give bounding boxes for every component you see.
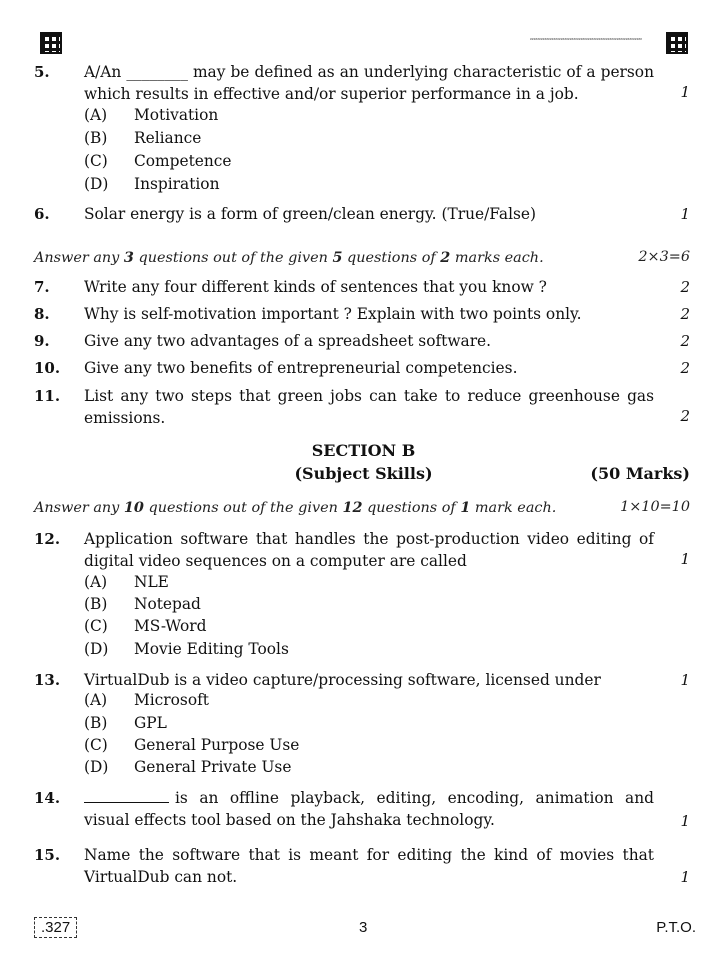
question-number: 11. [34,387,61,405]
instr-n1: 3 [123,249,134,266]
instr-mid: questions out of the given [143,500,343,516]
instr-post: marks each. [450,250,544,266]
instruction-total: 1×10=10 [620,499,690,515]
question-number: 5. [34,63,50,81]
question-text: Application software that handles the post-production video editing of digital video sequences on a computer are called [84,530,654,570]
qr-code-left [40,32,62,54]
option-text: Microsoft [134,691,209,709]
instr-pre: Answer any [34,500,124,516]
q14-text: is an offline playback, editing, encoding, animation and visual effects tool based on the Jahshaka technology. [84,789,654,829]
instr-n3: 1 [460,499,471,516]
option-text: General Private Use [134,758,292,776]
option-text: GPL [134,714,167,732]
option-label: (C) [84,617,108,635]
question-text: Give any two advantages of a spreadsheet software. [84,332,492,350]
question-text [84,787,654,831]
instr-n3: 2 [440,249,451,266]
question-marks: 1 [680,83,690,101]
option-label: (D) [84,175,109,193]
pto-label: P.T.O. [656,919,696,936]
qr-code-right [666,32,688,54]
question-text: Give any two benefits of entrepreneurial competencies. [84,359,518,377]
q5-text: A/An ________ may be defined as an underlying characteristic of a person which results in effective and/or superior performance in a job. [84,63,654,103]
section-marks: (50 Marks) [590,464,690,483]
option-text: Inspiration [134,175,220,193]
question-text: Name the software that is meant for editing the kind of movies that VirtualDub can not. [84,846,654,886]
question-text [84,61,654,105]
instruction-line [34,249,544,266]
answer-blank [84,788,169,803]
option-text: Movie Editing Tools [134,640,289,658]
question-number: 7. [34,278,50,296]
option-text: Reliance [134,129,202,147]
section-title: SECTION B [311,441,416,460]
option-label: (A) [84,691,108,709]
paper-code-box: .327 [34,917,77,938]
instruction-total: 2×3=6 [638,249,690,265]
option-label: (B) [84,129,108,147]
instruction-line [34,499,556,516]
option-text: MS-Word [134,617,207,635]
option-label: (B) [84,595,108,613]
question-marks: 1 [680,868,690,886]
option-label: (C) [84,152,108,170]
question-text: VirtualDub is a video capture/processing software, licensed under [84,671,601,689]
option-text: Notepad [134,595,201,613]
question-text: Why is self-motivation important ? Explain with two points only. [84,305,582,323]
instr-n2: 5 [332,249,343,266]
question-marks: 2 [680,305,690,323]
page-number: 3 [359,919,368,936]
instr-pre: Answer any [34,250,124,266]
question-number: 10. [34,359,61,377]
option-text: NLE [134,573,169,591]
option-label: (A) [84,106,108,124]
question-number: 8. [34,305,50,323]
question-number: 9. [34,332,50,350]
question-marks: 1 [680,812,690,830]
question-text: Solar energy is a form of green/clean energy. (True/False) [84,205,537,223]
instr-n1: 10 [123,499,144,516]
question-number: 13. [34,671,61,689]
section-subtitle: (Subject Skills) [294,464,433,483]
question-marks: 2 [680,278,690,296]
question-marks: 1 [680,205,690,223]
question-marks: 2 [680,359,690,377]
question-number: 14. [34,789,61,807]
option-text: General Purpose Use [134,736,300,754]
header-code-strip: ############################################################## [530,37,642,41]
question-marks: 2 [680,332,690,350]
question-number: 15. [34,846,61,864]
question-number: 12. [34,530,61,548]
question-number: 6. [34,205,50,223]
question-marks: 2 [680,407,690,425]
instr-mid2: questions of [342,250,441,266]
option-label: (D) [84,640,109,658]
option-label: (B) [84,714,108,732]
option-text: Motivation [134,106,219,124]
question-marks: 1 [680,550,690,568]
question-text: Write any four different kinds of sentences that you know ? [84,278,547,296]
instr-post: mark each. [470,500,557,516]
question-marks: 1 [680,671,690,689]
option-label: (C) [84,736,108,754]
option-label: (A) [84,573,108,591]
question-text: List any two steps that green jobs can take to reduce greenhouse gas emissions. [84,387,654,427]
option-text: Competence [134,152,232,170]
instr-mid2: questions of [362,500,461,516]
instr-mid: questions out of the given [133,250,333,266]
option-label: (D) [84,758,109,776]
instr-n2: 12 [342,499,363,516]
